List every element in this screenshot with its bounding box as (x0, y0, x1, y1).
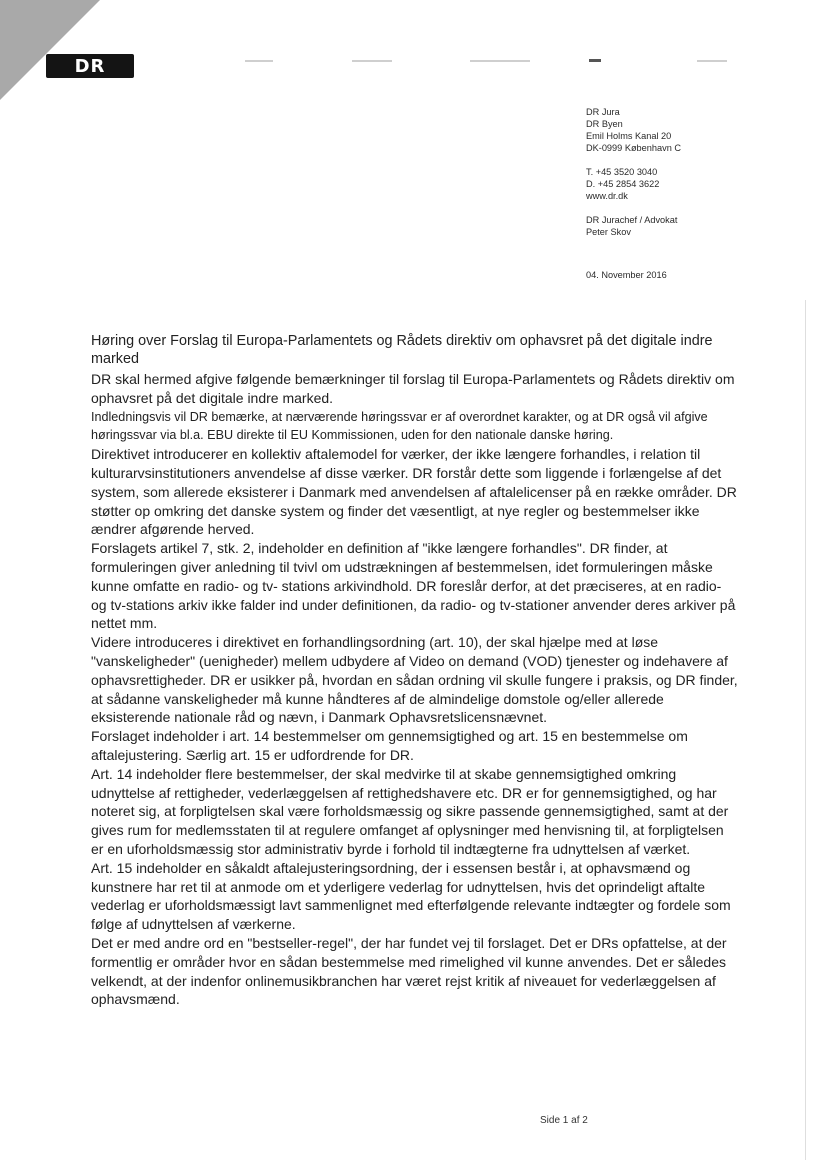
body-paragraph: Art. 15 indeholder en såkaldt aftalejusteringsordning, der i essensen består i, at ophavsmænd og kunstnere har ret til at anmode om et yderligere vederlag for udnyttelsen, hvis det oprindeligt aftalte vederlag er uforholdsmæssigt lavt sammenlignet med efterfølgende relevante indtægter og fordele som følge af udnyttelsen af værkerne. (91, 859, 731, 933)
letter-heading: Høring over Forslag til Europa-Parlamentets og Rådets direktiv om ophavsret på det digitale indre marked (91, 333, 713, 367)
scan-mark (589, 59, 601, 62)
address-line: Emil Holms Kanal 20 (586, 131, 672, 141)
phone-line: T. +45 3520 3040 (586, 167, 658, 177)
body-paragraph: Forslagets artikel 7, stk. 2, indeholder en definition af "ikke længere forhandles". DR finder, at formuleringen giver anledning til tvivl om udstrækningen af bestemmelsen, idet formuleringen måske kunne omfatte en radio- og tv- stations arkivindhold. DR foreslår derfor, at det præciseres, at en radio- og tv-stations arkiv ikke falder ind under definitionen, da radio- og tv-stationer anvender deres arkiver på nettet mm. (91, 540, 736, 632)
scan-mark (352, 60, 392, 62)
body-paragraph: Forslaget indeholder i art. 14 bestemmelser om gennemsigtighed og art. 15 en bestemmelse om aftalejustering. Særlig art. 15 er udfordrende for DR. (91, 728, 688, 763)
scan-mark (245, 60, 273, 62)
dr-logo-text: DR (74, 55, 106, 77)
body-paragraph: Direktivet introducerer en kollektiv aftalemodel for værker, der ikke længere forhandles, i relation til kulturarvsinstitutioners anvendelse af disse værker. DR forstår dette som liggende i forlængelse af det system, som allerede eksisterer i Danmark med anvendelsen af aftalelicenser på en række områder. DR støtter op omkring det danske system og finder det væsentligt, at nye regler og bestemmelser ikke ændrer afgørende herved. (91, 446, 737, 538)
scan-mark (470, 60, 530, 62)
body-paragraph: Indledningsvis vil DR bemærke, at nærværende høringssvar er af overordnet karakter, og at DR også vil afgive høringssvar via bl.a. EBU direkte til EU Kommissionen, uden for den nationale danske høring. (91, 409, 708, 443)
address-line: DR Byen (586, 119, 623, 129)
body-paragraph: Videre introduceres i direktivet en forhandlingsordning (art. 10), der skal hjælpe med at løse "vanskeligheder" (uenigheder) mellem udbydere af Video on demand (VOD) tjenester og indehavere af ophavsrettigheder. DR er usikker på, hvordan en sådan ordning vil skulle fungere i praksis, og DR finder, at sådanne vanskeligheder må kunne håndteres af de almindelige domstole og/eller allerede eksisterende nationale råd og nævn, i Danmark Ophavsretslicensnævnet. (91, 634, 738, 726)
body-paragraph: DR skal hermed afgive følgende bemærkninger til forslag til Europa-Parlamentets og Rådets direktiv om ophavsret på det digitale indre marked. (91, 371, 735, 406)
address-line: DK-0999 København C (586, 143, 681, 153)
scan-mark (697, 60, 727, 62)
scan-edge-line (805, 300, 806, 1160)
dr-logo (46, 54, 134, 78)
direct-phone-line: D. +45 2854 3622 (586, 179, 660, 189)
letter-date: 04. November 2016 (586, 270, 667, 280)
signer-title: DR Jurachef / Advokat (586, 215, 678, 225)
website-line: www.dr.dk (586, 191, 628, 201)
page-number: Side 1 af 2 (540, 1115, 588, 1126)
body-paragraph: Art. 14 indeholder flere bestemmelser, der skal medvirke til at skabe gennemsigtighed omkring udnyttelse af rettigheder, vederlæggelsen af rettighedshavere etc. DR er for gennemsigtighed, og har noteret sig, at forpligtelsen skal være forholdsmæssig og sikre passende gennemsigtighed, samt at der gives rum for medlemsstaten til at regulere omfanget af oplysninger med henvisning til, at forpligtelsen er en uforholdsmæssig stor administrativ byrde i forhold til indtægterne fra udnyttelsen af værket. (91, 765, 729, 857)
body-paragraph: Det er med andre ord en "bestseller-regel", der har fundet vej til forslaget. Det er DRs opfattelse, at der formentlig er områder hvor en sådan bestemmelse med rimelighed vil kunne anvendes. Det er således velkendt, at der indenfor onlinemusikbranchen har været rejst kritik af niveauet for vederlæggelsen af ophavsmænd. (91, 934, 727, 1008)
sender-address (586, 106, 806, 238)
corner-scan-shadow (0, 0, 100, 100)
address-line: DR Jura (586, 107, 620, 117)
letter-body (91, 332, 738, 1009)
signer-name: Peter Skov (586, 227, 631, 237)
